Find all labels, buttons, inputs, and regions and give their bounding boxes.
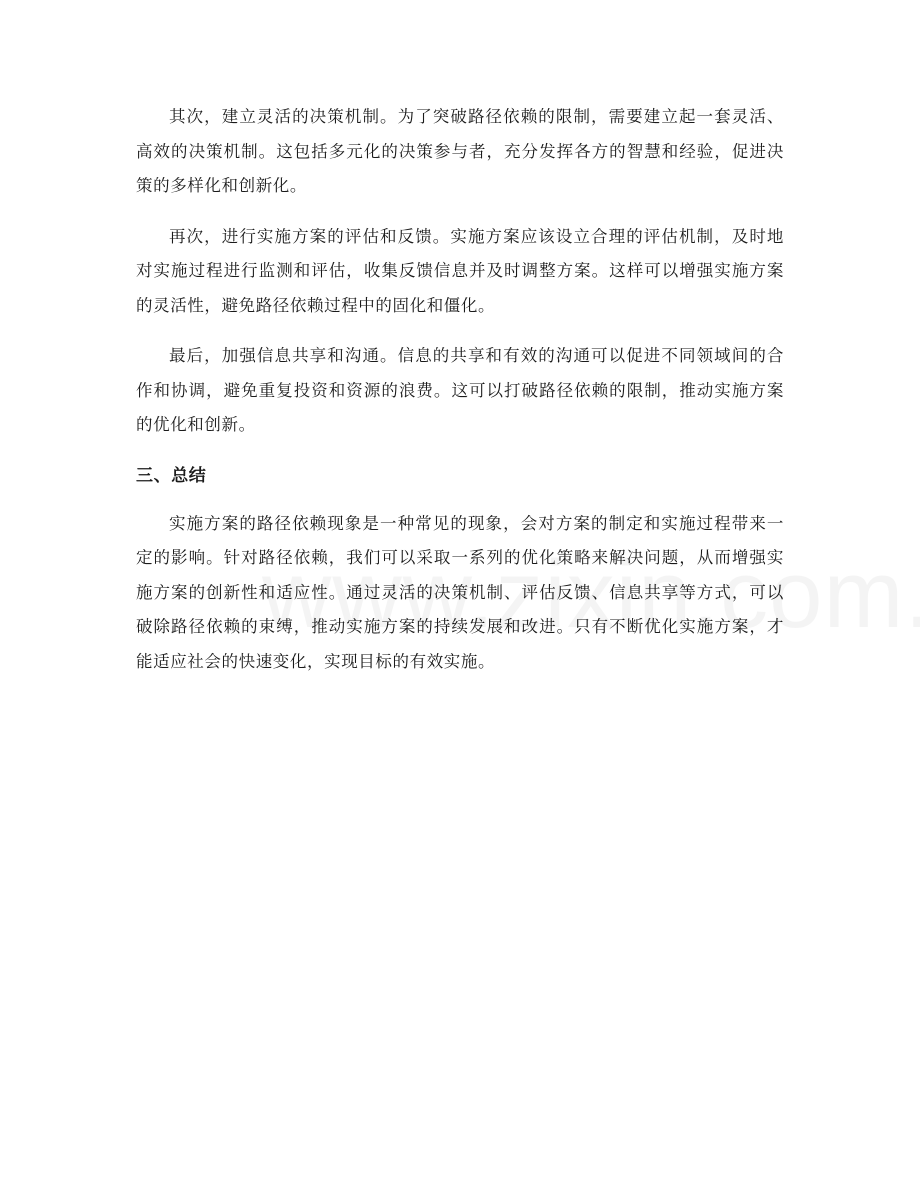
document-body [136,100,784,695]
paragraph-summary: 实施方案的路径依赖现象是一种常见的现象，会对方案的制定和实施过程带来一定的影响。针对路径依赖，我们可以采取一系列的优化策略来解决问题，从而增强实施方案的创新性和适应性。通过灵活的决策机制、评估反馈、信息共享等方式，可以破除路径依赖的束缚，推动实施方案的持续发展和改进。只有不断优化实施方案，才能适应社会的快速变化，实现目标的有效实施。 [136,513,784,671]
section-heading-summary: 三、总结 [136,465,207,486]
paragraph-evaluation-feedback: 再次，进行实施方案的评估和反馈。实施方案应该设立合理的评估机制，及时地对实施过程进行监测和评估，收集反馈信息并及时调整方案。这样可以增强实施方案的灵活性，避免路径依赖过程中的固化和僵化。 [136,226,784,315]
paragraph-decision-mechanism: 其次，建立灵活的决策机制。为了突破路径依赖的限制，需要建立起一套灵活、高效的决策机制。这包括多元化的决策参与者，充分发挥各方的智慧和经验，促进决策的多样化和创新化。 [136,107,784,195]
paragraph-information-sharing: 最后，加强信息共享和沟通。信息的共享和有效的沟通可以促进不同领域间的合作和协调，避免重复投资和资源的浪费。这可以打破路径依赖的限制，推动实施方案的优化和创新。 [136,346,784,434]
